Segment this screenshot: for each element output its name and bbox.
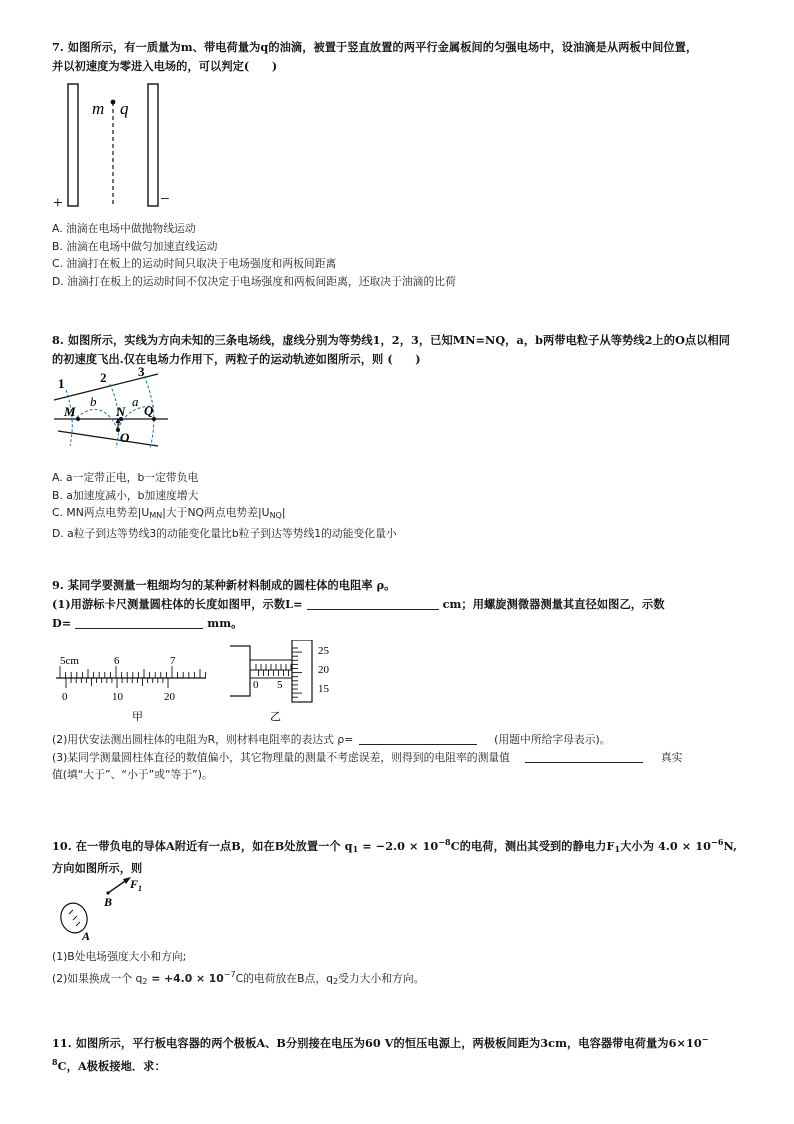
q9-part1-text-a: (1)用游标卡尺测量圆柱体的长度如图甲，示数L=	[52, 597, 303, 611]
q9-caliper-main-6: 6	[114, 655, 120, 667]
q7-stem	[52, 38, 744, 76]
q9-part2-line	[52, 731, 744, 749]
q7-right-plate	[148, 84, 158, 206]
q8-label-2: 2	[100, 370, 107, 385]
q9-caliper-vernier-ticks	[66, 678, 168, 688]
q8-label-b: b	[90, 394, 97, 409]
q8-option-d: D. a粒子到达等势线3的动能变化量比b粒子到达等势线1的动能变化量小	[52, 526, 397, 540]
q10-part2-sup: −7	[223, 969, 236, 979]
q9-length-answer-blank[interactable]	[307, 597, 439, 610]
q9-caliper-vernier-10: 10	[112, 691, 123, 703]
q8-stem-line2: 的初速度飞出.仅在电场力作用下，两粒子的运动轨迹如图所示，则 ( )	[52, 352, 421, 366]
q8-option-c-sub2: NQ	[269, 511, 282, 520]
q7-options	[52, 220, 744, 290]
q8-options	[52, 469, 744, 542]
q9-micrometer-thimble-ticks	[292, 648, 302, 697]
q10-stem-text-c: C的电荷，测出其受到的静电力F	[450, 839, 615, 853]
q8-field-lines-figure	[52, 366, 172, 450]
q8-option-c-sub1: MN	[149, 511, 163, 520]
q11-stem	[52, 1030, 744, 1076]
q8-label-q: Q	[144, 403, 154, 418]
q9-part1-text-d: mm。	[207, 616, 243, 630]
q10-label-a: A	[82, 929, 91, 942]
q9-diameter-answer-blank[interactable]	[75, 616, 203, 629]
q10-part2	[52, 966, 744, 991]
q10-stem-sup2: −6	[711, 837, 724, 847]
q9-caliper-vernier-20: 20	[164, 691, 175, 703]
q11-stem-line2-sup: 8	[52, 1057, 58, 1067]
q8-label-n: N	[116, 404, 126, 419]
q7-stem-line1: 7. 如图所示，有一质量为m、带电荷量为q的油滴，被置于竖直放置的两平行金属板间的匀强电场中，设油滴是从两板中间位置，	[52, 40, 698, 54]
q9-micrometer-sleeve-0: 0	[253, 679, 259, 691]
q9-micrometer-frame	[230, 646, 250, 696]
q9-micrometer-label-20: 20	[318, 664, 329, 676]
q7-label-q: q	[120, 99, 129, 118]
q10-conductor-mark-1	[69, 910, 73, 914]
q9-micrometer-caption: 乙	[270, 711, 281, 723]
q7-option-a: A. 油滴在电场中做抛物线运动	[52, 222, 196, 235]
q9-micrometer-figure	[226, 640, 336, 724]
q10-part2-text-d: 受力大小和方向。	[338, 971, 425, 985]
q10-stem-line1	[52, 833, 744, 859]
q7-option-c: C. 油滴打在板上的运动时间只取决于电场强度和两板间距离	[52, 257, 337, 270]
q9-caliper-main-7: 7	[170, 655, 176, 667]
q10-part2-text-a: (2)如果换成一个 q	[52, 971, 143, 985]
q8-option-c-pre: C. MN两点电势差|U	[52, 506, 150, 519]
q10-stem-sub2: 1	[614, 844, 621, 854]
q10-stem-text-d: 大小为 4.0 × 10	[620, 839, 712, 853]
q8-option-a: A. a一定带正电，b一定带负电	[52, 471, 199, 484]
q9-part1-text-b: cm；用螺旋测微器测量其直径如图乙，示数	[442, 597, 665, 611]
q8-point-m	[76, 417, 80, 421]
q10-conductor-mark-3	[76, 922, 80, 926]
q9-caliper-vernier-0: 0	[62, 691, 68, 703]
q9-part3-text-b: 真实	[660, 750, 683, 764]
q8-option-b: B. a加速度减小，b加速度增大	[52, 488, 199, 502]
q10-part2-text-b: = +4.0 × 10	[147, 971, 224, 985]
q9-micrometer-sleeve-ticks	[256, 664, 291, 676]
q10-stem-text-b: = −2.0 × 10	[358, 839, 439, 853]
q10-label-f	[129, 877, 142, 893]
q9-part3-line1	[52, 749, 744, 767]
q10-stem-line2: 方向如图所示，则	[52, 861, 143, 875]
q9-resistivity-answer-blank[interactable]	[359, 732, 477, 745]
q10-stem-sub1: 1	[352, 844, 359, 854]
q9-micrometer-label-15: 15	[318, 683, 329, 695]
q9-comparison-answer-blank[interactable]	[525, 750, 643, 763]
q7-oil-drop	[111, 100, 116, 105]
q8-label-o: O	[120, 430, 130, 445]
q8-label-a: a	[132, 394, 139, 409]
q8-option-c-mid: |大于NQ两点电势差|U	[162, 506, 270, 519]
q9-caliper-main-ticks	[60, 666, 206, 678]
q10-part2-sub: 2	[142, 976, 148, 986]
q7-option-d: D. 油滴打在板上的运动时间不仅决定于电场强度和两板间距离，还取决于油滴的比荷	[52, 274, 456, 288]
q10-part2-text-c: C的电荷放在B点，q	[235, 971, 333, 985]
q9-vernier-caliper-figure	[52, 648, 212, 724]
q10-part2-sub2: 2	[332, 976, 339, 986]
q11-stem-text-2: C，A极板接地．求：	[57, 1059, 166, 1073]
q9-micrometer-label-25: 25	[318, 645, 329, 657]
q9-part1-text-c: D=	[52, 616, 72, 630]
q7-label-minus: −	[160, 189, 170, 208]
q8-stem	[52, 331, 744, 369]
q10-label-b: B	[104, 895, 113, 909]
q10-label-f-main: F	[130, 877, 139, 891]
q10-part1: (1)B处电场强度大小和方向;	[52, 950, 187, 963]
q7-option-b: B. 油滴在电场中做匀加速直线运动	[52, 239, 218, 253]
q9-part3-line2: 值(填“大于”、“小于”或“等于”)。	[52, 768, 213, 781]
q8-field-line-bottom	[58, 431, 158, 446]
q9-part1-line1	[52, 595, 744, 614]
q10-parts	[52, 948, 744, 990]
q7-label-plus: +	[53, 193, 63, 212]
q8-option-c	[52, 504, 744, 525]
q7-parallel-plates-figure	[52, 80, 192, 212]
q10-conductor-figure	[52, 870, 152, 942]
q9-parts-2-3	[52, 731, 744, 784]
q9-micrometer-sleeve-5: 5	[277, 679, 283, 691]
q9-caliper-unit-label: 5cm	[60, 655, 79, 667]
q7-label-m: m	[92, 99, 105, 118]
q10-stem-sup1: −8	[438, 837, 451, 847]
q9-caliper-caption: 甲	[132, 711, 143, 723]
q10-stem-text-e: N,	[723, 839, 738, 853]
q11-stem-line2	[52, 1053, 744, 1076]
q9-stem	[52, 576, 744, 633]
q8-trajectory-b	[76, 409, 118, 430]
q9-part1-line2	[52, 614, 744, 633]
q9-part3-text-a: (3)某同学测量圆柱体直径的数值偏小，其它物理量的测量不考虑误差，则得到的电阻率的测量值	[52, 750, 510, 764]
q7-stem-line2: 并以初速度为零进入电场的，可以判定( )	[52, 59, 278, 73]
q10-stem	[52, 833, 744, 878]
q11-stem-line1	[52, 1030, 744, 1053]
q7-left-plate	[68, 84, 78, 206]
q11-stem-sup: −	[701, 1034, 709, 1044]
q8-label-3: 3	[138, 366, 145, 379]
q9-part2-text-b: (用题中所给字母表示)。	[494, 733, 611, 746]
q8-label-1: 1	[58, 376, 65, 391]
q10-stem-text-a: 10. 在一带负电的导体A附近有一点B，如在B处放置一个 q	[52, 839, 353, 853]
q8-stem-line1: 8. 如图所示，实线为方向未知的三条电场线，虚线分别为等势线1，2，3，已知MN=NQ，a，b两带电粒子从等势线2上的O点以相同	[52, 333, 731, 347]
q8-option-c-post: |	[281, 506, 286, 519]
q10-conductor-mark-2	[73, 916, 77, 920]
q9-part2-text-a: (2)用伏安法测出圆柱体的电阻为R，则材料电阻率的表达式 ρ=	[52, 733, 354, 746]
q9-stem-line: 9. 某同学要测量一粗细均匀的某种新材料制成的圆柱体的电阻率 ρ。	[52, 578, 396, 592]
q10-label-f-sub: 1	[138, 884, 143, 893]
q11-stem-text-1: 11. 如图所示，平行板电容器的两个极板A、B分别接在电压为60 V的恒压电源上，两极板间距为3cm，电容器带电荷量为6×10	[52, 1036, 702, 1050]
q8-label-m: M	[64, 404, 76, 419]
